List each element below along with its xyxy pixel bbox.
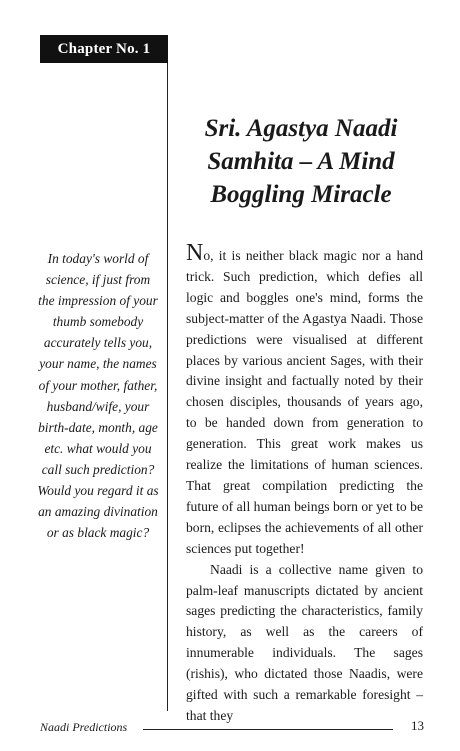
page-number: 13 bbox=[411, 718, 424, 733]
pull-quote: In today's world of science, if just from the impression of your thumb somebody accurately tells you, your name, the names of your mother, father, husband/wife, your birth-date, month, age etc. what would you call such prediction? Would you regard it as an amazing divination or as black magic? bbox=[37, 251, 159, 541]
chapter-label: Chapter No. 1 bbox=[40, 35, 168, 63]
paragraph-1 bbox=[186, 240, 423, 560]
dropcap: N bbox=[186, 240, 204, 266]
paragraph-1-text: o, it is neither black magic nor a hand trick. Such prediction, which defies all logic and boggles one's mind, forms the subject-matter of the Agastya Naadi. Those predictions were visualised at different places by various ancient Sages, with their divine insight and factually noted by their chosen disciples, thousands of years ago, to be handed down from generation to generation. This great work makes us realize the limitations of human sciences. That great compilation predicting the future of all human beings born or yet to be born, eclipses the achievements of all other sciences put together! bbox=[186, 248, 423, 556]
column-divider bbox=[167, 63, 168, 711]
footer-book-title: Naadi Predictions bbox=[40, 720, 128, 734]
chapter-title: Sri. Agastya Naadi Samhita – A Mind Boggling Miracle bbox=[204, 115, 398, 208]
footer-rule bbox=[143, 729, 393, 730]
paragraph-2: Naadi is a collective name given to palm-leaf manuscripts dictated by ancient sages predicting the characteristics, family history, as well as the careers of innumerable individuals. The sages (rishis), who dictated those Naadis, were gifted with such a remarkable foresight – that they bbox=[186, 561, 423, 723]
body-text bbox=[186, 240, 423, 727]
